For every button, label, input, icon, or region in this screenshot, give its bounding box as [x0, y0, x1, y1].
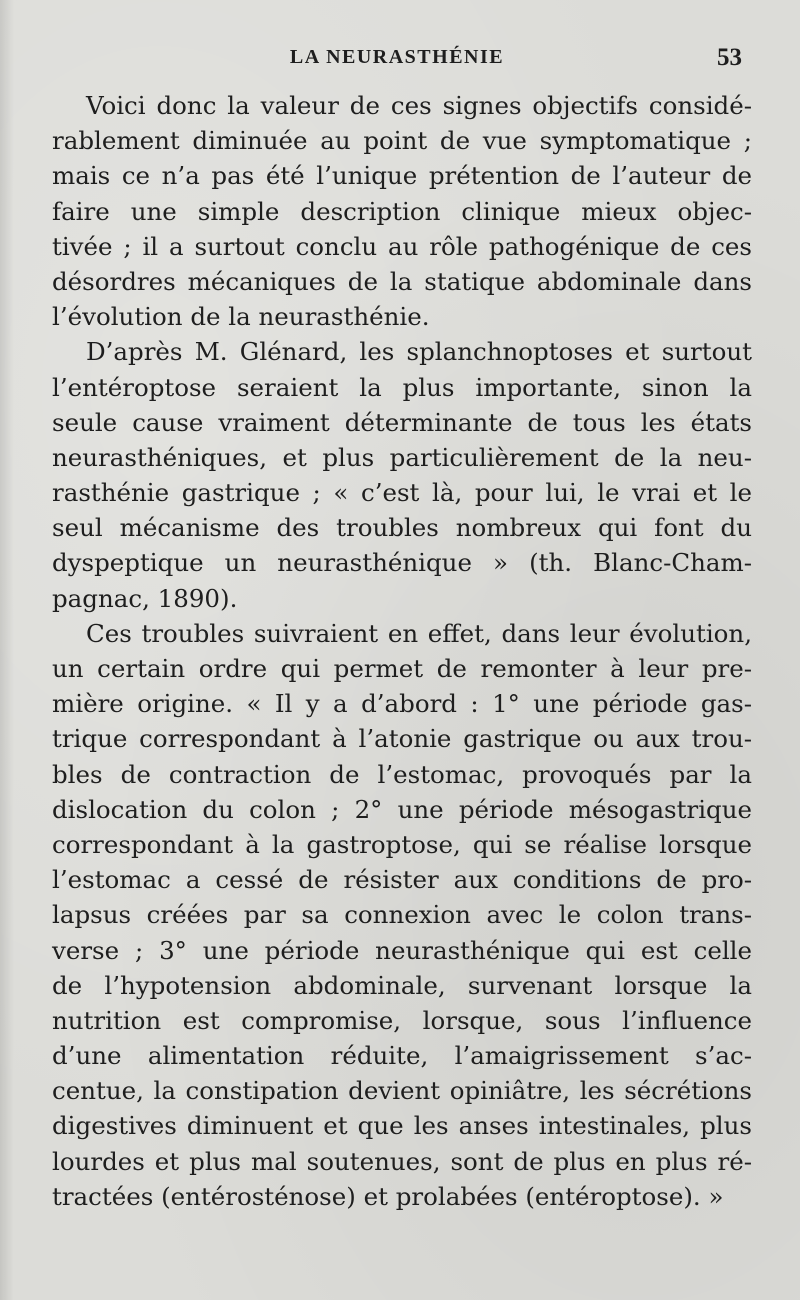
text-line: désordres mécaniques de la statique abdominale dans	[52, 266, 752, 296]
text-line: Ces troubles suivraient en effet, dans leur évolution,	[86, 618, 752, 648]
text-line: neurasthéniques, et plus particulièrement de la neu-	[52, 442, 752, 472]
text-line: Voici donc la valeur de ces signes objectifs considé-	[86, 91, 752, 120]
text-body	[52, 88, 752, 1214]
text-line: mais ce n’a pas été l’unique prétention de l’auteur de	[52, 161, 752, 191]
text-line: un certain ordre qui permet de remonter à leur pre-	[52, 654, 752, 683]
page-number: 53	[717, 44, 742, 71]
running-head	[52, 46, 742, 76]
text-line: dislocation du colon ; 2° une période mésogastrique	[52, 794, 752, 824]
text-line: correspondant à la gastroptose, qui se réalise lorsque	[52, 829, 752, 859]
text-line: centue, la constipation devient opiniâtre, les sécrétions	[52, 1076, 752, 1106]
text-line: trique correspondant à l’atonie gastrique ou aux trou-	[52, 724, 752, 754]
text-line: l’évolution de la neurasthénie.	[52, 302, 430, 332]
text-line: pagnac, 1890).	[52, 583, 238, 613]
text-line: l’entéroptose seraient la plus importante, sinon la	[52, 372, 752, 402]
text-line: rablement diminuée au point de vue symptomatique ;	[52, 126, 752, 156]
text-line: verse ; 3° une période neurasthénique qui est celle	[52, 935, 752, 965]
text-line: rasthénie gastrique ; « c’est là, pour lui, le vrai et le	[52, 478, 752, 508]
text-line: bles de contraction de l’estomac, provoqués par la	[52, 759, 752, 789]
text-line: faire une simple description clinique mieux objec-	[52, 196, 752, 226]
page-edge-shadow	[0, 0, 14, 1300]
text-line: mière origine. « Il y a d’abord : 1° une période gas-	[52, 689, 752, 719]
text-line: l’estomac a cessé de résister aux conditions de pro-	[52, 865, 752, 895]
text-line: D’après M. Glénard, les splanchnoptoses et surtout	[86, 337, 752, 367]
text-line: seule cause vraiment déterminante de tous les états	[52, 407, 752, 437]
text-line: tivée ; il a surtout conclu au rôle pathogénique de ces	[52, 231, 752, 261]
text-line: tractées (entérosténose) et prolabées (entéroptose). »	[52, 1181, 724, 1211]
text-line: d’une alimentation réduite, l’amaigrissement s’ac-	[52, 1041, 752, 1071]
text-line: seul mécanisme des troubles nombreux qui font du	[52, 513, 752, 543]
text-line: nutrition est compromise, lorsque, sous l’influence	[52, 1005, 752, 1035]
text-line: digestives diminuent et que les anses intestinales, plus	[52, 1111, 752, 1141]
running-title: LA NEURASTHÉNIE	[289, 46, 505, 68]
text-line: dyspeptique un neurasthénique » (th. Blanc-Cham-	[52, 548, 752, 578]
text-line: lapsus créées par sa connexion avec le colon trans-	[52, 900, 752, 930]
text-line: lourdes et plus mal soutenues, sont de plus en plus ré-	[52, 1146, 752, 1176]
text-line: de l’hypotension abdominale, survenant lorsque la	[52, 970, 752, 1000]
